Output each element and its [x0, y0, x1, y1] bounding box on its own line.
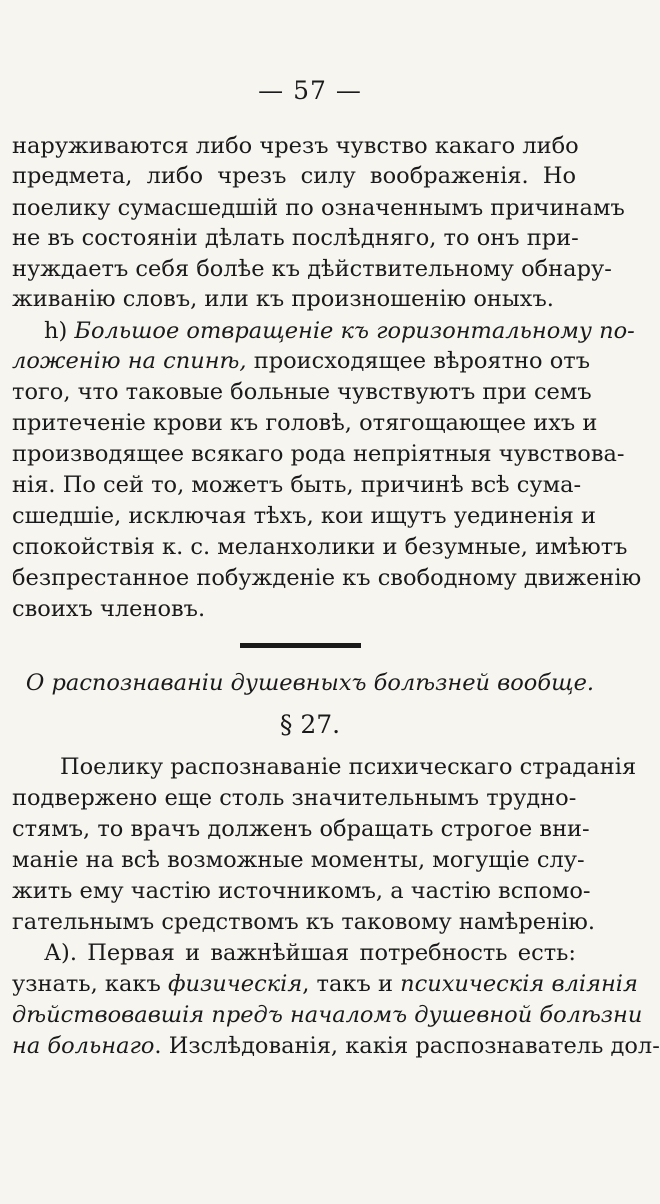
paragraph3-line: стямъ, то врачъ долженъ обращать строгое вни- — [12, 816, 590, 842]
paragraph2-line: производящее всякаго рода непріятныя чувствова- — [12, 441, 625, 467]
page-number: — 57 — — [258, 76, 362, 105]
paragraph1-line: поелику сумасшедшій по означеннымъ причинамъ — [12, 195, 625, 221]
paragraph2-line: безпрестанное побужденіе къ свободному движенію — [12, 565, 642, 591]
paragraph4-line — [12, 969, 638, 999]
paragraph4-line — [12, 1031, 660, 1061]
emphasis-text: дѣйствовавшія предъ началомъ душевной болѣзни — [12, 1002, 643, 1028]
paragraph3-line: маніе на всѣ возможные моменты, могущіе слу- — [12, 847, 585, 873]
paragraph2-line: своихъ членовъ. — [12, 596, 206, 622]
paragraph3-line: гательнымъ средствомъ къ таковому намѣренію. — [12, 909, 596, 935]
paragraph3-line: жить ему частію источникомъ, а частію вспомо- — [12, 878, 591, 904]
paragraph2-line: спокойствія к. с. меланхолики и безумные, имѣютъ — [12, 534, 628, 560]
paragraph1-line: не въ состояніи дѣлать послѣдняго, то онъ при- — [12, 225, 579, 251]
body-text: происходящее вѣроятно отъ — [246, 348, 591, 374]
body-text: , такъ и — [302, 971, 401, 997]
paragraph1-line: живанію словъ, или къ произношенію оныхъ. — [12, 286, 554, 312]
paragraph2-line: сшедшіе, исключая тѣхъ, кои ищутъ уединенія и — [12, 503, 597, 529]
paragraph4-line: А). Первая и важнѣйшая потребность есть: — [44, 940, 576, 966]
section-divider — [240, 643, 361, 648]
body-text: узнать, какъ — [12, 971, 168, 997]
section-number: § 27. — [279, 710, 341, 739]
paragraph3-line: подвержено еще столь значительнымъ трудно- — [12, 785, 577, 811]
chapter-heading: О распознаваніи душевныхъ болѣзней вообще. — [25, 670, 595, 696]
emphasis-text: физическія — [167, 971, 303, 997]
paragraph2-line — [12, 346, 591, 376]
paragraph1-line: наруживаются либо чрезъ чувство какаго либо — [12, 133, 579, 159]
emphasis-text: Большое отвращеніе къ горизонтальному по- — [74, 318, 635, 344]
paragraph1-line: нуждаетъ себя болѣе къ дѣйствительному обнару- — [12, 256, 612, 282]
paragraph3-line: Поелику распознаваніе психическаго страданія — [60, 754, 637, 780]
paragraph2-line: нія. По сей то, можетъ быть, причинѣ всѣ сума- — [12, 472, 582, 498]
emphasis-text: на больнаго — [12, 1033, 155, 1059]
paragraph2-line — [44, 316, 635, 346]
item-marker: h) — [44, 318, 75, 344]
emphasis-text: психическія вліянія — [400, 971, 638, 997]
paragraph2-line: того, что таковые больные чувствуютъ при семъ — [12, 379, 592, 405]
paragraph2-line: притеченіе крови къ головѣ, отягощающее ихъ и — [12, 410, 598, 436]
paragraph1-line: предмета, либо чрезъ силу воображенія. Но — [12, 163, 576, 189]
paragraph4-line — [12, 1000, 643, 1030]
body-text: . Изслѣдованія, какія распознаватель дол- — [154, 1033, 660, 1059]
emphasis-text: ложенію на спинѣ, — [12, 348, 247, 374]
